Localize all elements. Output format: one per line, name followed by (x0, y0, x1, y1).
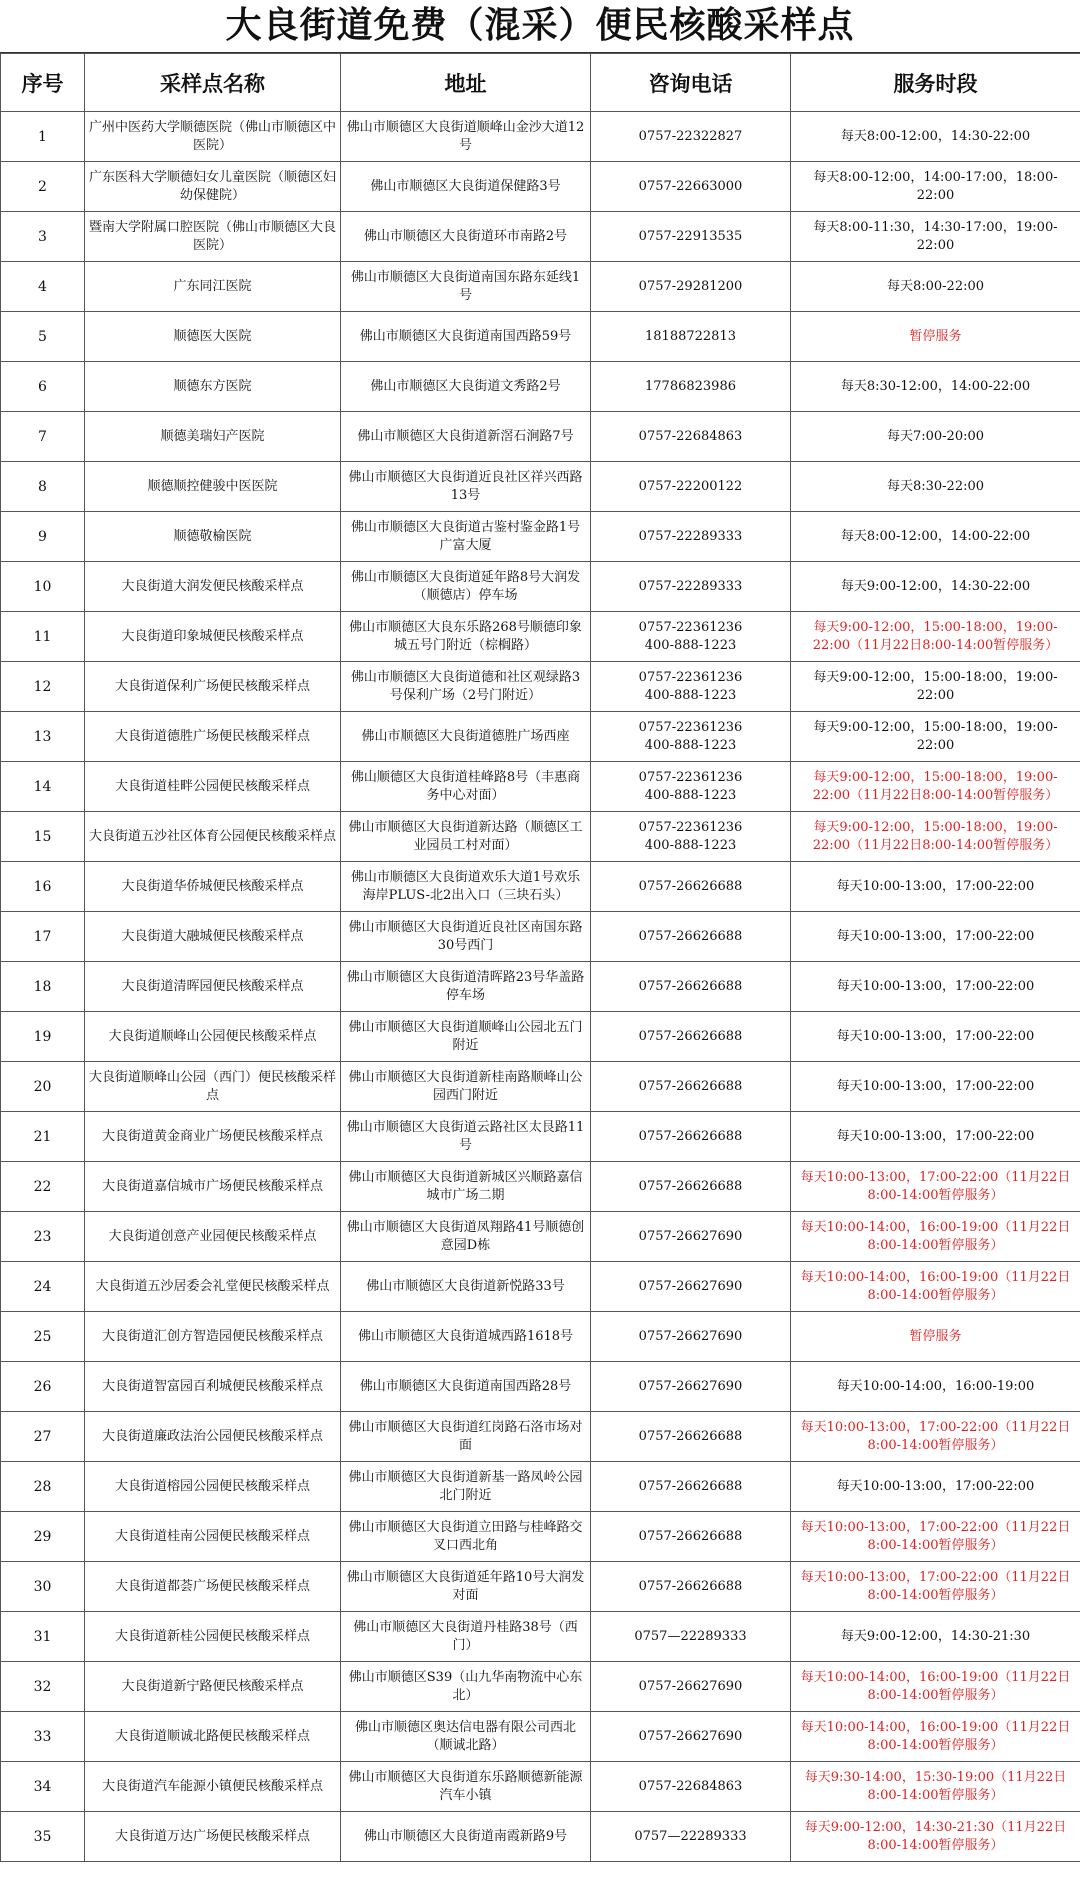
service-hours: 每天7:00-20:00 (791, 412, 1080, 462)
row-number: 21 (1, 1112, 85, 1162)
table-row (1, 612, 1080, 662)
site-address: 佛山市顺德区大良街道环市南路2号 (341, 212, 591, 262)
site-address: 佛山市顺德区大良街道保健路3号 (341, 162, 591, 212)
site-phone: 0757-26626688 (591, 1162, 791, 1212)
service-hours: 每天10:00-13:00，17:00-22:00 (791, 912, 1080, 962)
site-name: 大良街道新宁路便民核酸采样点 (85, 1662, 341, 1712)
site-address: 佛山市顺德区大良街道古鉴村鉴金路1号广富大厦 (341, 512, 591, 562)
site-phone: 0757-26627690 (591, 1362, 791, 1412)
site-name: 广东医科大学顺德妇女儿童医院（顺德区妇幼保健院） (85, 162, 341, 212)
table-row (1, 312, 1080, 362)
site-name: 大良街道顺诚北路便民核酸采样点 (85, 1712, 341, 1762)
table-row (1, 862, 1080, 912)
site-phone: 0757-26626688 (591, 1562, 791, 1612)
site-name: 大良街道保利广场便民核酸采样点 (85, 662, 341, 712)
site-address: 佛山市顺德区大良街道东乐路顺德新能源汽车小镇 (341, 1762, 591, 1812)
site-address: 佛山市顺德区大良街道南国西路59号 (341, 312, 591, 362)
service-hours: 每天8:00-12:00，14:00-17:00，18:00-22:00 (791, 162, 1080, 212)
site-name: 顺德顺控健骏中医医院 (85, 462, 341, 512)
site-address: 佛山市顺德区大良街道立田路与桂峰路交叉口西北角 (341, 1512, 591, 1562)
service-hours: 每天10:00-13:00，17:00-22:00（11月22日8:00-14:00暂停服务） (791, 1562, 1080, 1612)
service-hours: 每天10:00-14:00，16:00-19:00（11月22日8:00-14:00暂停服务） (791, 1712, 1080, 1762)
row-number: 25 (1, 1312, 85, 1362)
site-phone: 0757-26627690 (591, 1312, 791, 1362)
service-hours: 每天10:00-14:00，16:00-19:00（11月22日8:00-14:00暂停服务） (791, 1662, 1080, 1712)
site-address: 佛山市顺德区大良街道新悦路33号 (341, 1262, 591, 1312)
site-name: 大良街道大润发便民核酸采样点 (85, 562, 341, 612)
site-address: 佛山市顺德区大良东乐路268号顺德印象城五号门附近（棕榈路） (341, 612, 591, 662)
table-row (1, 462, 1080, 512)
site-address: 佛山市顺德区大良街道新滘石涧路7号 (341, 412, 591, 462)
row-number: 23 (1, 1212, 85, 1262)
site-address: 佛山市顺德区大良街道德胜广场西座 (341, 712, 591, 762)
row-number: 2 (1, 162, 85, 212)
service-hours: 每天9:30-14:00，15:30-19:00（11月22日8:00-14:00暂停服务） (791, 1762, 1080, 1812)
site-phone: 0757-22913535 (591, 212, 791, 262)
site-address: 佛山市顺德区大良街道延年路10号大润发对面 (341, 1562, 591, 1612)
header-service-hours: 服务时段 (791, 54, 1080, 112)
table-row (1, 812, 1080, 862)
site-name: 大良街道汽车能源小镇便民核酸采样点 (85, 1762, 341, 1812)
table-row (1, 562, 1080, 612)
header-number: 序号 (1, 54, 85, 112)
row-number: 9 (1, 512, 85, 562)
table-row (1, 1762, 1080, 1812)
service-hours: 每天10:00-13:00，17:00-22:00 (791, 862, 1080, 912)
row-number: 10 (1, 562, 85, 612)
site-name: 大良街道德胜广场便民核酸采样点 (85, 712, 341, 762)
row-number: 16 (1, 862, 85, 912)
site-address: 佛山市顺德区大良街道近良社区南国东路30号西门 (341, 912, 591, 962)
site-phone: 0757-26626688 (591, 862, 791, 912)
site-phone: 0757-29281200 (591, 262, 791, 312)
service-hours: 每天10:00-13:00，17:00-22:00 (791, 962, 1080, 1012)
service-hours: 每天10:00-13:00，17:00-22:00 (791, 1112, 1080, 1162)
site-phone: 0757-26626688 (591, 1112, 791, 1162)
service-hours: 暂停服务 (791, 312, 1080, 362)
site-phone: 0757-26626688 (591, 1412, 791, 1462)
service-hours: 每天9:00-12:00，14:30-21:30（11月22日8:00-14:00暂停服务） (791, 1812, 1080, 1862)
row-number: 29 (1, 1512, 85, 1562)
table-row (1, 162, 1080, 212)
table-row (1, 1262, 1080, 1312)
service-hours: 每天9:00-12:00，15:00-18:00，19:00-22:00（11月22日8:00-14:00暂停服务） (791, 762, 1080, 812)
site-name: 顺德医大医院 (85, 312, 341, 362)
site-address: 佛山市顺德区大良街道新桂南路顺峰山公园西门附近 (341, 1062, 591, 1112)
site-phone: 0757-22361236 400-888-1223 (591, 662, 791, 712)
row-number: 31 (1, 1612, 85, 1662)
site-address: 佛山市顺德区大良街道文秀路2号 (341, 362, 591, 412)
site-phone: 0757-26626688 (591, 912, 791, 962)
site-phone: 0757-22289333 (591, 512, 791, 562)
site-phone: 0757-22684863 (591, 1762, 791, 1812)
site-name: 顺德敬榆医院 (85, 512, 341, 562)
service-hours: 每天10:00-14:00，16:00-19:00（11月22日8:00-14:00暂停服务） (791, 1262, 1080, 1312)
service-hours: 每天10:00-13:00，17:00-22:00（11月22日8:00-14:00暂停服务） (791, 1512, 1080, 1562)
site-phone: 0757-22289333 (591, 562, 791, 612)
row-number: 6 (1, 362, 85, 412)
site-address: 佛山市顺德区大良街道南霞新路9号 (341, 1812, 591, 1862)
table-row (1, 112, 1080, 162)
site-name: 大良街道桂南公园便民核酸采样点 (85, 1512, 341, 1562)
service-hours: 每天9:00-12:00，15:00-18:00，19:00-22:00 (791, 662, 1080, 712)
row-number: 27 (1, 1412, 85, 1462)
row-number: 5 (1, 312, 85, 362)
row-number: 22 (1, 1162, 85, 1212)
site-name: 大良街道五沙居委会礼堂便民核酸采样点 (85, 1262, 341, 1312)
site-phone: 0757-22322827 (591, 112, 791, 162)
table-row (1, 1712, 1080, 1762)
site-address: 佛山市顺德区大良街道德和社区观绿路3号保利广场（2号门附近） (341, 662, 591, 712)
service-hours: 每天9:00-12:00，15:00-18:00，19:00-22:00 (791, 712, 1080, 762)
site-address: 佛山市顺德区大良街道顺峰山公园北五门附近 (341, 1012, 591, 1062)
row-number: 11 (1, 612, 85, 662)
site-name: 大良街道清晖园便民核酸采样点 (85, 962, 341, 1012)
row-number: 13 (1, 712, 85, 762)
site-address: 佛山市顺德区大良街道南国东路东延线1号 (341, 262, 591, 312)
service-hours: 每天8:00-22:00 (791, 262, 1080, 312)
site-name: 广州中医药大学顺德医院（佛山市顺德区中医院） (85, 112, 341, 162)
site-phone: 0757—22289333 (591, 1612, 791, 1662)
row-number: 34 (1, 1762, 85, 1812)
service-hours: 每天8:00-11:30，14:30-17:00，19:00-22:00 (791, 212, 1080, 262)
service-hours: 每天9:00-12:00，14:30-22:00 (791, 562, 1080, 612)
site-name: 大良街道汇创方智造园便民核酸采样点 (85, 1312, 341, 1362)
table-row (1, 412, 1080, 462)
site-name: 大良街道万达广场便民核酸采样点 (85, 1812, 341, 1862)
table-row (1, 762, 1080, 812)
row-number: 18 (1, 962, 85, 1012)
site-phone: 0757-26627690 (591, 1662, 791, 1712)
site-phone: 0757-26626688 (591, 1012, 791, 1062)
row-number: 1 (1, 112, 85, 162)
service-hours: 每天10:00-13:00，17:00-22:00（11月22日8:00-14:00暂停服务） (791, 1162, 1080, 1212)
table-row (1, 712, 1080, 762)
table-row (1, 1562, 1080, 1612)
row-number: 26 (1, 1362, 85, 1412)
row-number: 14 (1, 762, 85, 812)
service-hours: 每天9:00-12:00，15:00-18:00，19:00-22:00（11月22日8:00-14:00暂停服务） (791, 612, 1080, 662)
row-number: 19 (1, 1012, 85, 1062)
site-phone: 0757-26627690 (591, 1212, 791, 1262)
site-address: 佛山市顺德区大良街道凤翔路41号顺德创意园D栋 (341, 1212, 591, 1262)
site-address: 佛山市顺德区大良街道近良社区祥兴西路13号 (341, 462, 591, 512)
table-row (1, 1012, 1080, 1062)
site-address: 佛山市顺德区大良街道丹桂路38号（西门） (341, 1612, 591, 1662)
site-name: 大良街道嘉信城市广场便民核酸采样点 (85, 1162, 341, 1212)
site-address: 佛山市顺德区大良街道新基一路凤岭公园北门附近 (341, 1462, 591, 1512)
site-address: 佛山市顺德区S39（山九华南物流中心东北） (341, 1662, 591, 1712)
site-name: 大良街道创意产业园便民核酸采样点 (85, 1212, 341, 1262)
site-name: 顺德美瑞妇产医院 (85, 412, 341, 462)
table-row (1, 1662, 1080, 1712)
site-address: 佛山市顺德区大良街道城西路1618号 (341, 1312, 591, 1362)
table-row (1, 512, 1080, 562)
table-row (1, 262, 1080, 312)
service-hours: 每天8:00-12:00，14:30-22:00 (791, 112, 1080, 162)
table-row (1, 662, 1080, 712)
site-name: 大良街道廉政法治公园便民核酸采样点 (85, 1412, 341, 1462)
site-address: 佛山市顺德区大良街道新达路（顺德区工业园员工村对面） (341, 812, 591, 862)
table-row (1, 362, 1080, 412)
site-name: 广东同江医院 (85, 262, 341, 312)
service-hours: 每天10:00-13:00，17:00-22:00 (791, 1012, 1080, 1062)
site-address: 佛山顺德区大良街道桂峰路8号（丰惠商务中心对面） (341, 762, 591, 812)
site-address: 佛山市顺德区大良街道红岗路石洛市场对面 (341, 1412, 591, 1462)
header-phone: 咨询电话 (591, 54, 791, 112)
site-name: 大良街道黄金商业广场便民核酸采样点 (85, 1112, 341, 1162)
site-address: 佛山市顺德区大良街道延年路8号大润发（顺德店）停车场 (341, 562, 591, 612)
row-number: 28 (1, 1462, 85, 1512)
table-row (1, 1062, 1080, 1112)
table-row (1, 912, 1080, 962)
site-address: 佛山市顺德区大良街道云路社区太艮路11号 (341, 1112, 591, 1162)
site-name: 大良街道智富园百利城便民核酸采样点 (85, 1362, 341, 1412)
sampling-sites-table (0, 53, 1080, 1862)
service-hours: 每天9:00-12:00，14:30-21:30 (791, 1612, 1080, 1662)
table-row (1, 1112, 1080, 1162)
site-phone: 18188722813 (591, 312, 791, 362)
site-address: 佛山市顺德区大良街道顺峰山金沙大道12号 (341, 112, 591, 162)
row-number: 35 (1, 1812, 85, 1862)
site-name: 大良街道都荟广场便民核酸采样点 (85, 1562, 341, 1612)
header-site-name: 采样点名称 (85, 54, 341, 112)
service-hours: 每天10:00-14:00，16:00-19:00 (791, 1362, 1080, 1412)
row-number: 8 (1, 462, 85, 512)
service-hours: 每天8:00-12:00，14:00-22:00 (791, 512, 1080, 562)
row-number: 15 (1, 812, 85, 862)
site-phone: 0757-22361236 400-888-1223 (591, 812, 791, 862)
table-row (1, 1362, 1080, 1412)
table-row (1, 1512, 1080, 1562)
table-row (1, 962, 1080, 1012)
service-hours: 每天10:00-13:00，17:00-22:00 (791, 1462, 1080, 1512)
service-hours: 每天10:00-13:00，17:00-22:00（11月22日8:00-14:00暂停服务） (791, 1412, 1080, 1462)
site-address: 佛山市顺德区奥达信电器有限公司西北（顺诚北路） (341, 1712, 591, 1762)
service-hours: 每天8:30-12:00，14:00-22:00 (791, 362, 1080, 412)
site-address: 佛山市顺德区大良街道清晖路23号华盖路停车场 (341, 962, 591, 1012)
site-name: 暨南大学附属口腔医院（佛山市顺德区大良医院） (85, 212, 341, 262)
site-name: 大良街道华侨城便民核酸采样点 (85, 862, 341, 912)
table-header-row (1, 54, 1080, 112)
site-phone: 0757-22663000 (591, 162, 791, 212)
site-address: 佛山市顺德区大良街道欢乐大道1号欢乐海岸PLUS-北2出入口（三块石头） (341, 862, 591, 912)
site-name: 大良街道榕园公园便民核酸采样点 (85, 1462, 341, 1512)
site-name: 大良街道新桂公园便民核酸采样点 (85, 1612, 341, 1662)
row-number: 30 (1, 1562, 85, 1612)
site-phone: 0757-26626688 (591, 1512, 791, 1562)
site-phone: 0757-26626688 (591, 1062, 791, 1112)
site-phone: 17786823986 (591, 362, 791, 412)
site-address: 佛山市顺德区大良街道新城区兴顺路嘉信城市广场二期 (341, 1162, 591, 1212)
table-row (1, 1162, 1080, 1212)
site-name: 大良街道五沙社区体育公园便民核酸采样点 (85, 812, 341, 862)
table-row (1, 1812, 1080, 1862)
site-phone: 0757-22361236 400-888-1223 (591, 762, 791, 812)
row-number: 33 (1, 1712, 85, 1762)
service-hours: 每天10:00-14:00，16:00-19:00（11月22日8:00-14:00暂停服务） (791, 1212, 1080, 1262)
row-number: 4 (1, 262, 85, 312)
service-hours: 暂停服务 (791, 1312, 1080, 1362)
table-row (1, 1462, 1080, 1512)
row-number: 7 (1, 412, 85, 462)
site-name: 大良街道大融城便民核酸采样点 (85, 912, 341, 962)
site-name: 大良街道顺峰山公园便民核酸采样点 (85, 1012, 341, 1062)
site-phone: 0757-26626688 (591, 1462, 791, 1512)
site-name: 顺德东方医院 (85, 362, 341, 412)
row-number: 32 (1, 1662, 85, 1712)
table-row (1, 1212, 1080, 1262)
site-address: 佛山市顺德区大良街道南国西路28号 (341, 1362, 591, 1412)
site-phone: 0757-22361236 400-888-1223 (591, 612, 791, 662)
table-row (1, 212, 1080, 262)
table-row (1, 1412, 1080, 1462)
page-title: 大良街道免费（混采）便民核酸采样点 (0, 0, 1080, 53)
site-phone: 0757-22200122 (591, 462, 791, 512)
site-name: 大良街道印象城便民核酸采样点 (85, 612, 341, 662)
row-number: 17 (1, 912, 85, 962)
row-number: 3 (1, 212, 85, 262)
table-row (1, 1612, 1080, 1662)
row-number: 24 (1, 1262, 85, 1312)
site-phone: 0757-26626688 (591, 962, 791, 1012)
table-row (1, 1312, 1080, 1362)
site-phone: 0757-22684863 (591, 412, 791, 462)
site-name: 大良街道顺峰山公园（西门）便民核酸采样点 (85, 1062, 341, 1112)
site-phone: 0757-26627690 (591, 1262, 791, 1312)
site-phone: 0757-26627690 (591, 1712, 791, 1762)
service-hours: 每天8:30-22:00 (791, 462, 1080, 512)
site-name: 大良街道桂畔公园便民核酸采样点 (85, 762, 341, 812)
row-number: 20 (1, 1062, 85, 1112)
site-phone: 0757-22361236 400-888-1223 (591, 712, 791, 762)
site-phone: 0757—22289333 (591, 1812, 791, 1862)
service-hours: 每天10:00-13:00，17:00-22:00 (791, 1062, 1080, 1112)
service-hours: 每天9:00-12:00，15:00-18:00，19:00-22:00（11月22日8:00-14:00暂停服务） (791, 812, 1080, 862)
row-number: 12 (1, 662, 85, 712)
header-address: 地址 (341, 54, 591, 112)
